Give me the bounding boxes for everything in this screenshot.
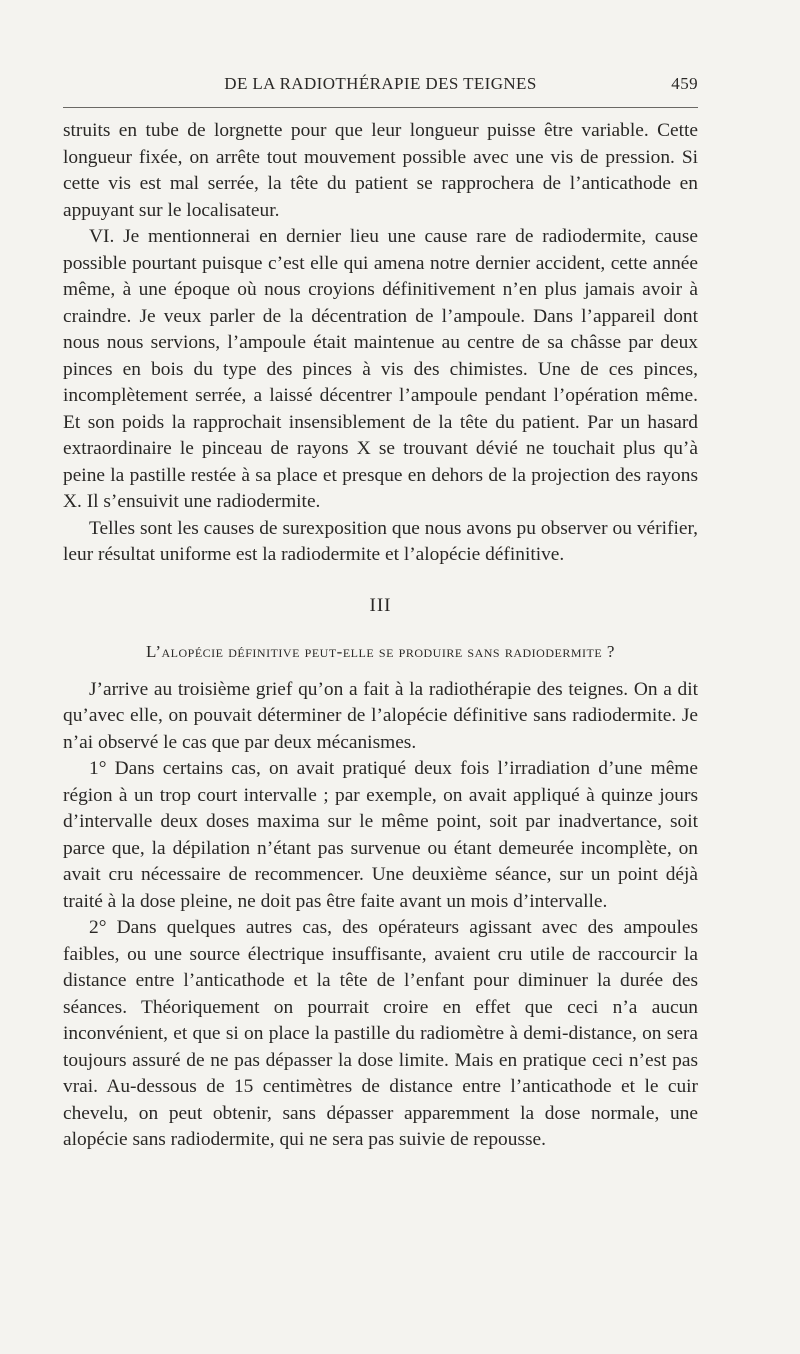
paragraph-third-grief: J’arrive au troisième grief qu’on a fait à la radiothérapie des teignes. On a dit qu’avec elle, on pouvait déterminer de l’alopécie définitive sans radiodermite. Je n’ai observé le cas que par deux mécanismes. bbox=[63, 678, 698, 753]
running-head bbox=[63, 74, 698, 100]
paragraph-conclusion: Telles sont les causes de surexposition que nous avons pu observer ou vérifier, leur résultat uniforme est la radiodermite et l’alopécie définitive. bbox=[63, 517, 698, 565]
header-rule bbox=[63, 107, 698, 108]
paragraph-continuation: struits en tube de lorgnette pour que leur longueur puisse être variable. Cette longueur fixée, on arrête tout mouvement possible avec une vis de pression. Si cette vis est mal serrée, la tête du patient se rapprochera de l’anticathode en appuyant sur le localisateur. bbox=[63, 120, 698, 221]
body-text bbox=[63, 118, 698, 1154]
section-number: III bbox=[369, 594, 392, 616]
paragraph-mechanism-2: 2° Dans quelques autres cas, des opérateurs agissant avec des ampoules faibles, ou une source électrique insuffisante, avaient cru utile de raccourcir la distance entre l’anticathode et la tête de l’enfant pour diminuer la durée des séances. Théoriquement on pourrait croire en effet que ceci n’a aucun inconvénient, et que si on place la pastille du radiomètre à demi-distance, on sera toujours assuré de ne pas dépasser la dose limite. Mais en pratique ceci n’est pas vrai. Au-dessous de 15 centimètres de distance entre l’anticathode et le cuir chevelu, on peut obtenir, sans dépasser apparemment la dose normale, une alopécie sans radiodermite, qui ne sera pas suivie de repousse. bbox=[63, 917, 698, 1150]
running-title: DE LA RADIOTHÉRAPIE DES TEIGNES bbox=[224, 74, 537, 93]
section-heading: L’alopécie définitive peut-elle se produire sans radiodermite ? bbox=[146, 642, 615, 661]
paragraph-cause-vi: VI. Je mentionnerai en dernier lieu une cause rare de radiodermite, cause possible pourtant puisque c’est elle qui amena notre dernier accident, cette année même, à une époque où nous croyions définitivement n’en plus jamais avoir à craindre. Je veux parler de la décentration de l’ampoule. Dans l’appareil dont nous nous servions, l’ampoule était maintenue au centre de sa châsse par deux pinces en bois du type des pinces à vis des chimistes. Une de ces pinces, incomplètement serrée, a laissé décentrer l’ampoule pendant l’opération même. Et son poids la rapprochait insensiblement de la tête du patient. Par un hasard extraordinaire le pinceau de rayons X se trouvant dévié ne touchait plus qu’à peine la pastille restée à sa place et presque en dehors de la projection des rayons X. Il s’ensuivit une radiodermite. bbox=[63, 226, 698, 512]
paragraph-mechanism-1: 1° Dans certains cas, on avait pratiqué deux fois l’irradiation d’une même région à un trop court intervalle ; par exemple, on avait appliqué à quinze jours d’intervalle deux doses maxima sur le même point, soit par inadvertance, soit parce que, la dépilation n’étant pas survenue ou étant demeurée incomplète, on avait cru nécessaire de recommencer. Une deuxième séance, sur un point déjà traité à la dose pleine, ne doit pas être faite avant un mois d’intervalle. bbox=[63, 758, 698, 912]
page-number: 459 bbox=[671, 74, 698, 93]
